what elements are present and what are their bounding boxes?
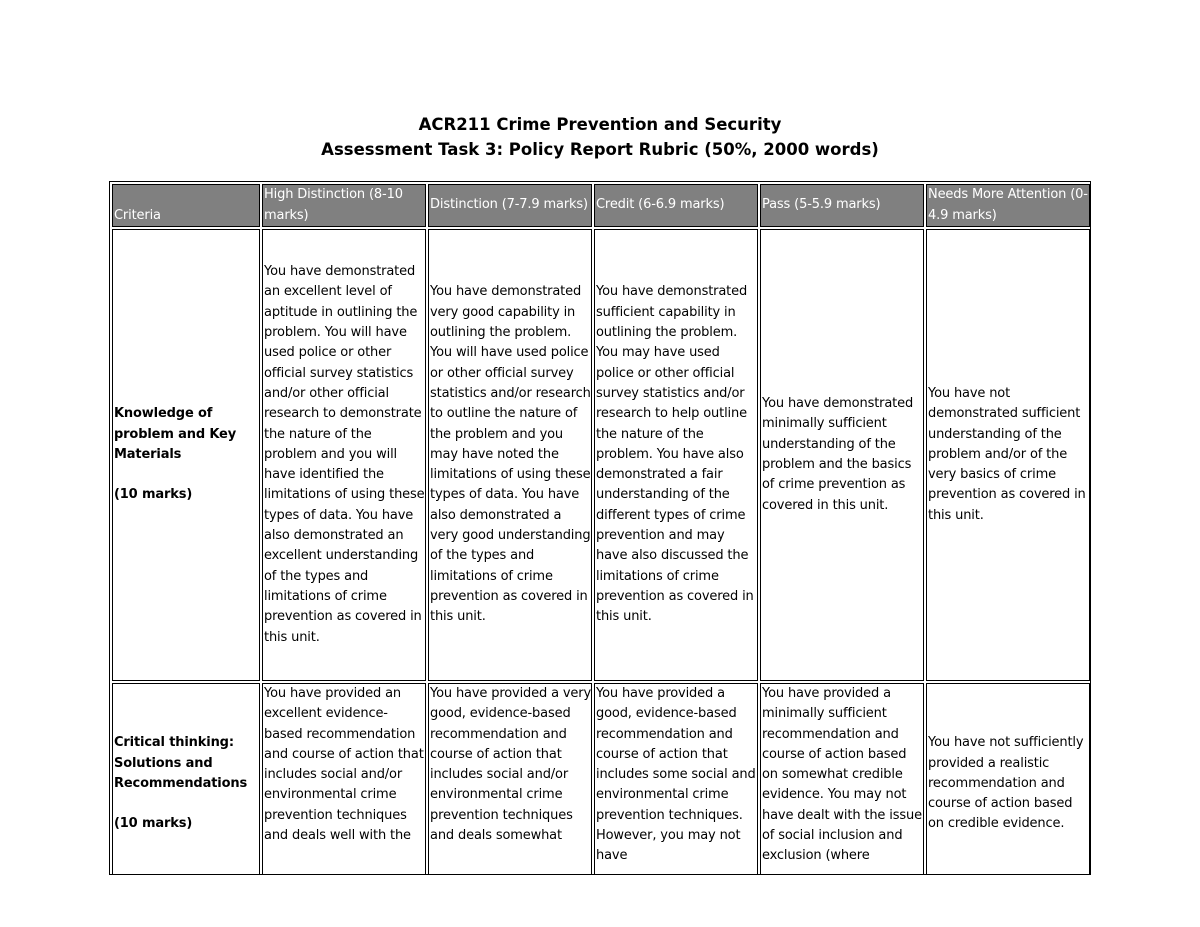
criterion-label: Knowledge of problem and Key Materials	[114, 406, 237, 462]
header-distinction: Distinction (7-7.9 marks)	[428, 184, 592, 227]
header-high-distinction: High Distinction (8-10 marks)	[262, 184, 426, 227]
header-credit: Credit (6-6.9 marks)	[594, 184, 758, 227]
header-criteria: Criteria	[112, 184, 260, 227]
high-distinction-cell: You have demonstrated an excellent level of aptitude in outlining the problem. You will have used police or other official survey statistics and/or other official research to demonstrate the nature of the problem and you will have identified the limitations of using these types of data. You have also demonstrated an excellent understanding of the types and limitations of crime prevention as covered in this unit.	[262, 229, 426, 681]
criterion-marks: (10 marks)	[114, 487, 193, 503]
criterion-cell	[112, 683, 260, 875]
rubric-table	[109, 181, 1091, 875]
header-pass: Pass (5-5.9 marks)	[760, 184, 924, 227]
criterion-label: Critical thinking: Solutions and Recommendations	[114, 735, 248, 791]
credit-cell: You have demonstrated sufficient capability in outlining the problem. You may have used police or other official survey statistics and/or research to help outline the nature of the problem. You have also demonstrated a fair understanding of the different types of crime prevention and may have also discussed the limitations of crime prevention as covered in this unit.	[594, 229, 758, 681]
criterion-cell	[112, 229, 260, 681]
table-row	[112, 229, 1090, 681]
pass-cell: You have provided a minimally sufficient recommendation and course of action based on somewhat credible evidence. You may not have dealt with the issue of social inclusion and exclusion (where	[760, 683, 924, 875]
document-title	[0, 112, 1200, 162]
pass-cell: You have demonstrated minimally sufficient understanding of the problem and the basics of crime prevention as covered in this unit.	[760, 229, 924, 681]
header-needs-more-attention: Needs More Attention (0-4.9 marks)	[926, 184, 1090, 227]
high-distinction-cell: You have provided an excellent evidence-based recommendation and course of action that includes social and/or environmental crime prevention techniques and deals well with the	[262, 683, 426, 875]
credit-cell: You have provided a good, evidence-based recommendation and course of action that includes some social and environmental crime prevention techniques. However, you may not have	[594, 683, 758, 875]
needs-more-attention-cell: You have not demonstrated sufficient understanding of the problem and/or of the very basics of crime prevention as covered in this unit.	[926, 229, 1090, 681]
header-row	[112, 184, 1090, 227]
criterion-marks: (10 marks)	[114, 816, 193, 832]
table-row	[112, 683, 1090, 875]
course-title: ACR211 Crime Prevention and Security	[418, 115, 782, 134]
task-title: Assessment Task 3: Policy Report Rubric (50%, 2000 words)	[321, 140, 879, 159]
distinction-cell: You have demonstrated very good capability in outlining the problem. You will have used police or other official survey statistics and/or research to outline the nature of the problem and you may have noted the limitations of using these types of data. You have also demonstrated a very good understanding of the types and limitations of crime prevention as covered in this unit.	[428, 229, 592, 681]
distinction-cell: You have provided a very good, evidence-based recommendation and course of action that includes social and/or environmental crime prevention techniques and deals somewhat	[428, 683, 592, 875]
needs-more-attention-cell: You have not sufficiently provided a realistic recommendation and course of action based on credible evidence.	[926, 683, 1090, 875]
